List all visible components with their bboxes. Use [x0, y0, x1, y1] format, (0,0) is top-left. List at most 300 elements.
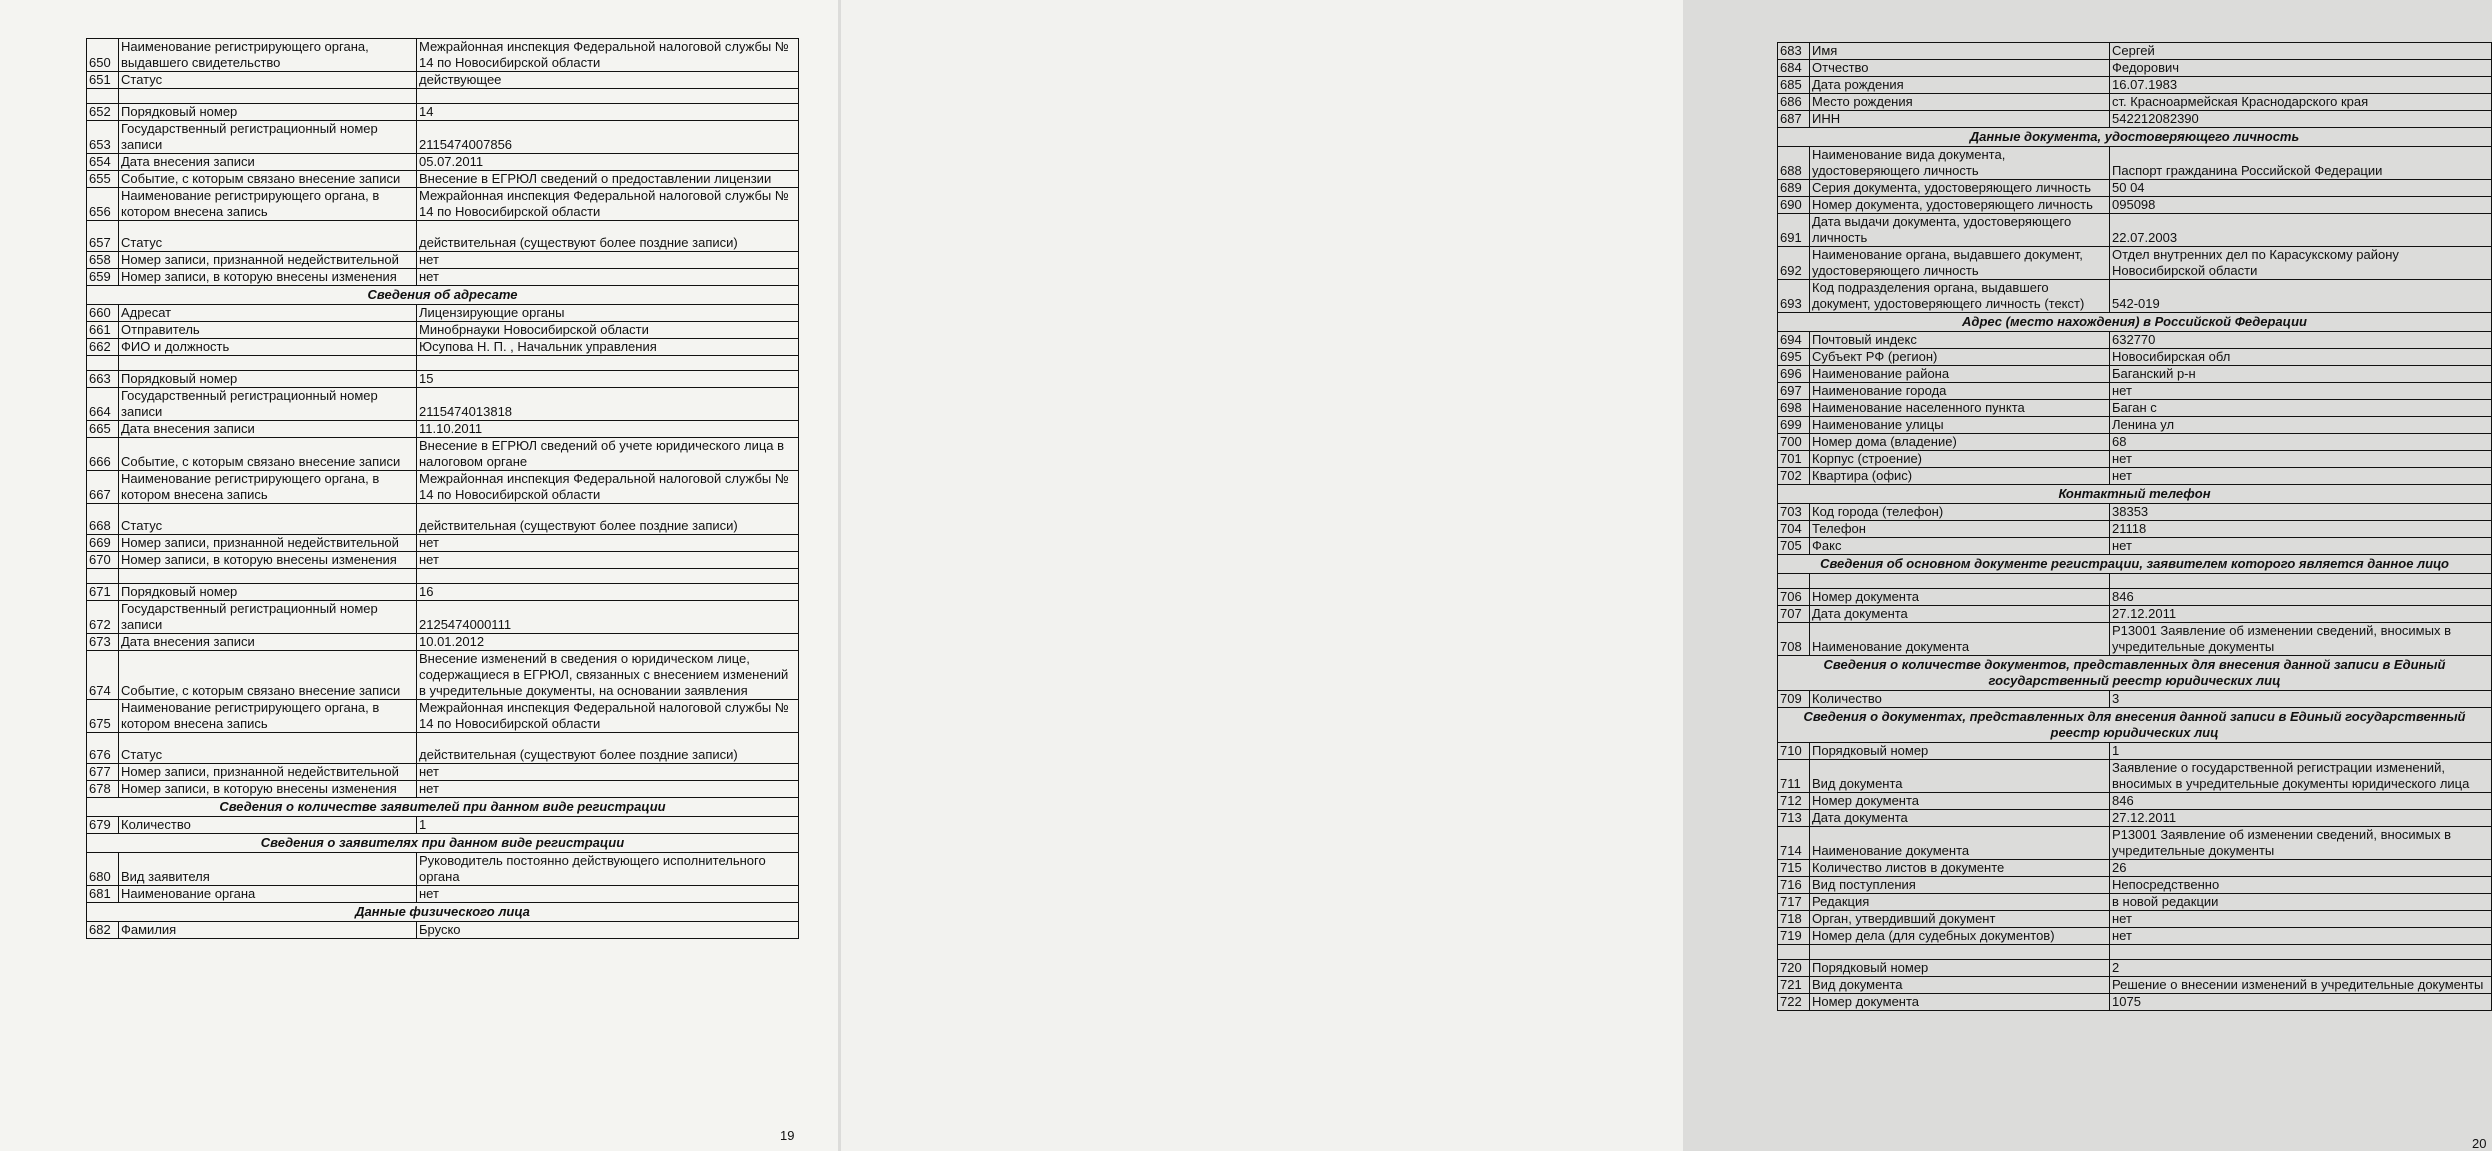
page-number: 20 [2472, 1136, 2487, 1151]
field-label: Статус [119, 221, 417, 252]
field-label: Квартира (офис) [1810, 468, 2110, 485]
field-value: Непосредственно [2110, 877, 2492, 894]
table-row [87, 584, 799, 601]
spacer-cell [87, 356, 119, 371]
field-label: Номер документа, удостоверяющего личность [1810, 197, 2110, 214]
field-label: Номер записи, признанной недействительной [119, 252, 417, 269]
field-value: 27.12.2011 [2110, 606, 2492, 623]
field-label: Вид заявителя [119, 853, 417, 886]
table-row [1778, 366, 2492, 383]
field-value: 16.07.1983 [2110, 77, 2492, 94]
row-number: 675 [87, 700, 119, 733]
section-header-row [1778, 128, 2492, 147]
table-row [1778, 147, 2492, 180]
row-number: 678 [87, 781, 119, 798]
field-value: Минобрнауки Новосибирской области [417, 322, 799, 339]
row-number: 684 [1778, 60, 1810, 77]
table-row [87, 388, 799, 421]
field-label: Порядковый номер [119, 584, 417, 601]
table-row [87, 733, 799, 764]
row-number: 692 [1778, 247, 1810, 280]
page-left [0, 0, 838, 1151]
table-row [1778, 623, 2492, 656]
table-row [1778, 451, 2492, 468]
table-row [87, 39, 799, 72]
field-label: Номер документа [1810, 589, 2110, 606]
field-value: 22.07.2003 [2110, 214, 2492, 247]
table-row [87, 72, 799, 89]
field-label: Корпус (строение) [1810, 451, 2110, 468]
spacer-cell [87, 569, 119, 584]
table-row [87, 471, 799, 504]
field-value: нет [417, 535, 799, 552]
table-row [87, 781, 799, 798]
field-value: 14 [417, 104, 799, 121]
table-row [1778, 383, 2492, 400]
table-row [87, 504, 799, 535]
field-label: Государственный регистрационный номер записи [119, 388, 417, 421]
field-value: Руководитель постоянно действующего исполнительного органа [417, 853, 799, 886]
field-value: 2 [2110, 960, 2492, 977]
table-row [1778, 911, 2492, 928]
field-value: 2115474013818 [417, 388, 799, 421]
table-row [87, 121, 799, 154]
row-number: 671 [87, 584, 119, 601]
field-value: Межрайонная инспекция Федеральной налоговой службы № 14 по Новосибирской области [417, 188, 799, 221]
row-number: 714 [1778, 827, 1810, 860]
table-row [1778, 760, 2492, 793]
table-row [87, 535, 799, 552]
table-row [87, 700, 799, 733]
section-header-row [1778, 313, 2492, 332]
row-number: 707 [1778, 606, 1810, 623]
table-row [1778, 504, 2492, 521]
field-label: Дата выдачи документа, удостоверяющего личность [1810, 214, 2110, 247]
field-value: Внесение в ЕГРЮЛ сведений о предоставлении лицензии [417, 171, 799, 188]
table-row [87, 438, 799, 471]
field-value: Новосибирская обл [2110, 349, 2492, 366]
row-number: 717 [1778, 894, 1810, 911]
row-number: 721 [1778, 977, 1810, 994]
field-label: Номер дома (владение) [1810, 434, 2110, 451]
field-value: нет [417, 886, 799, 903]
field-label: Адресат [119, 305, 417, 322]
field-label: Наименование органа [119, 886, 417, 903]
table-row [1778, 793, 2492, 810]
field-label: Вид документа [1810, 760, 2110, 793]
row-number: 688 [1778, 147, 1810, 180]
field-value: нет [417, 781, 799, 798]
row-number: 683 [1778, 43, 1810, 60]
table-row [87, 601, 799, 634]
field-value: нет [2110, 451, 2492, 468]
row-number: 690 [1778, 197, 1810, 214]
table-row [1778, 860, 2492, 877]
field-label: Событие, с которым связано внесение записи [119, 651, 417, 700]
section-header-row [87, 798, 799, 817]
field-value: нет [417, 252, 799, 269]
row-number: 672 [87, 601, 119, 634]
row-number: 664 [87, 388, 119, 421]
field-label: Номер дела (для судебных документов) [1810, 928, 2110, 945]
row-number: 680 [87, 853, 119, 886]
row-number: 715 [1778, 860, 1810, 877]
row-number: 663 [87, 371, 119, 388]
table-row [87, 154, 799, 171]
row-number: 652 [87, 104, 119, 121]
section-header-row [87, 903, 799, 922]
table-row [87, 922, 799, 939]
table-row [1778, 332, 2492, 349]
field-label: Наименование улицы [1810, 417, 2110, 434]
field-label: Номер документа [1810, 994, 2110, 1011]
field-label: Имя [1810, 43, 2110, 60]
field-label: Наименование регистрирующего органа, в котором внесена запись [119, 700, 417, 733]
row-number: 673 [87, 634, 119, 651]
field-value: Внесение в ЕГРЮЛ сведений об учете юридического лица в налоговом органе [417, 438, 799, 471]
field-value: Федорович [2110, 60, 2492, 77]
field-value: 542-019 [2110, 280, 2492, 313]
field-label: Государственный регистрационный номер записи [119, 121, 417, 154]
field-value: Ленина ул [2110, 417, 2492, 434]
field-value: 50 04 [2110, 180, 2492, 197]
table-row [87, 552, 799, 569]
row-number: 661 [87, 322, 119, 339]
field-value: действительная (существуют более поздние записи) [417, 733, 799, 764]
field-value: Юсупова Н. П. , Начальник управления [417, 339, 799, 356]
spacer-cell [1778, 574, 1810, 589]
field-label: Номер записи, в которую внесены изменения [119, 552, 417, 569]
field-value: 2115474007856 [417, 121, 799, 154]
field-value: Заявление о государственной регистрации изменений, вносимых в учредительные документы юридического лица [2110, 760, 2492, 793]
row-number: 703 [1778, 504, 1810, 521]
row-number: 689 [1778, 180, 1810, 197]
table-row [1778, 691, 2492, 708]
field-label: Номер записи, в которую внесены изменения [119, 269, 417, 286]
section-title: Сведения о количестве документов, представленных для внесения данной записи в Единый государственный реестр юридических лиц [1778, 656, 2492, 691]
section-header-row [1778, 555, 2492, 574]
field-label: Дата рождения [1810, 77, 2110, 94]
field-value: нет [417, 764, 799, 781]
spacer-cell [2110, 574, 2492, 589]
row-number: 654 [87, 154, 119, 171]
field-label: Дата внесения записи [119, 634, 417, 651]
row-number: 701 [1778, 451, 1810, 468]
field-label: Количество [119, 817, 417, 834]
field-value: Лицензирующие органы [417, 305, 799, 322]
row-number: 679 [87, 817, 119, 834]
section-header-row [1778, 485, 2492, 504]
field-label: Номер записи, признанной недействительной [119, 535, 417, 552]
field-value: Бруско [417, 922, 799, 939]
field-label: Статус [119, 504, 417, 535]
section-title: Контактный телефон [1778, 485, 2492, 504]
spacer-cell [417, 569, 799, 584]
field-label: Номер записи, признанной недействительной [119, 764, 417, 781]
row-number: 676 [87, 733, 119, 764]
table-row [87, 634, 799, 651]
field-label: Порядковый номер [1810, 960, 2110, 977]
row-number: 655 [87, 171, 119, 188]
field-value: Межрайонная инспекция Федеральной налоговой службы № 14 по Новосибирской области [417, 700, 799, 733]
table-row [1778, 977, 2492, 994]
field-value: Баганский р-н [2110, 366, 2492, 383]
row-number: 656 [87, 188, 119, 221]
row-number: 660 [87, 305, 119, 322]
field-label: Дата документа [1810, 810, 2110, 827]
table-row [1778, 521, 2492, 538]
field-label: Событие, с которым связано внесение записи [119, 171, 417, 188]
row-number: 710 [1778, 743, 1810, 760]
spacer-row [87, 569, 799, 584]
row-number: 705 [1778, 538, 1810, 555]
row-number: 668 [87, 504, 119, 535]
row-number: 700 [1778, 434, 1810, 451]
table-row [1778, 810, 2492, 827]
spacer-cell [1810, 574, 2110, 589]
field-value: действительная (существуют более поздние записи) [417, 504, 799, 535]
field-value: 27.12.2011 [2110, 810, 2492, 827]
field-label: Телефон [1810, 521, 2110, 538]
table-row [87, 269, 799, 286]
section-title: Сведения о документах, представленных для внесения данной записи в Единый государственный реестр юридических лиц [1778, 708, 2492, 743]
row-number: 716 [1778, 877, 1810, 894]
field-label: Вид поступления [1810, 877, 2110, 894]
field-label: Государственный регистрационный номер записи [119, 601, 417, 634]
row-number: 677 [87, 764, 119, 781]
table-row [87, 252, 799, 269]
field-label: Наименование документа [1810, 827, 2110, 860]
page-number: 19 [780, 1128, 795, 1143]
table-row [87, 764, 799, 781]
table-row [1778, 434, 2492, 451]
table-row [1778, 538, 2492, 555]
field-value: 10.01.2012 [417, 634, 799, 651]
section-title: Данные документа, удостоверяющего личность [1778, 128, 2492, 147]
table-row [1778, 417, 2492, 434]
field-label: Наименование регистрирующего органа, в котором внесена запись [119, 188, 417, 221]
row-number: 698 [1778, 400, 1810, 417]
field-label: Порядковый номер [1810, 743, 2110, 760]
table-row [87, 339, 799, 356]
table-row [87, 817, 799, 834]
table-row [87, 305, 799, 322]
row-number: 693 [1778, 280, 1810, 313]
row-number: 706 [1778, 589, 1810, 606]
field-label: Событие, с которым связано внесение записи [119, 438, 417, 471]
field-value: 16 [417, 584, 799, 601]
row-number: 704 [1778, 521, 1810, 538]
field-value: Отдел внутренних дел по Карасукскому району Новосибирской области [2110, 247, 2492, 280]
row-number: 718 [1778, 911, 1810, 928]
field-label: ИНН [1810, 111, 2110, 128]
field-value: нет [2110, 928, 2492, 945]
table-row [1778, 280, 2492, 313]
table-row [1778, 214, 2492, 247]
field-value: 68 [2110, 434, 2492, 451]
field-value: 15 [417, 371, 799, 388]
field-value: нет [417, 269, 799, 286]
spacer-cell [119, 89, 417, 104]
field-label: Количество [1810, 691, 2110, 708]
field-value: 1 [2110, 743, 2492, 760]
row-number: 670 [87, 552, 119, 569]
table-row [1778, 111, 2492, 128]
field-value: 05.07.2011 [417, 154, 799, 171]
spacer-row [1778, 574, 2492, 589]
spacer-row [87, 89, 799, 104]
table-row [1778, 43, 2492, 60]
table-row [1778, 180, 2492, 197]
field-value: 846 [2110, 793, 2492, 810]
section-header-row [1778, 708, 2492, 743]
table-row [87, 886, 799, 903]
spacer-row [87, 356, 799, 371]
field-label: Отправитель [119, 322, 417, 339]
field-label: Редакция [1810, 894, 2110, 911]
field-value: 846 [2110, 589, 2492, 606]
table-row [87, 853, 799, 886]
field-value: 21118 [2110, 521, 2492, 538]
table-row [1778, 197, 2492, 214]
field-label: Наименование населенного пункта [1810, 400, 2110, 417]
field-label: Наименование города [1810, 383, 2110, 400]
section-title: Сведения о заявителях при данном виде регистрации [87, 834, 799, 853]
field-label: Дата документа [1810, 606, 2110, 623]
section-title: Сведения об основном документе регистрации, заявителем которого является данное лицо [1778, 555, 2492, 574]
row-number: 722 [1778, 994, 1810, 1011]
field-value: нет [417, 552, 799, 569]
row-number: 674 [87, 651, 119, 700]
field-value: 1 [417, 817, 799, 834]
spacer-cell [119, 569, 417, 584]
table-row [1778, 827, 2492, 860]
table-row [1778, 894, 2492, 911]
section-title: Данные физического лица [87, 903, 799, 922]
row-number: 694 [1778, 332, 1810, 349]
row-number: 708 [1778, 623, 1810, 656]
section-header-row [1778, 656, 2492, 691]
row-number: 669 [87, 535, 119, 552]
table-row [87, 651, 799, 700]
field-value: Межрайонная инспекция Федеральной налоговой службы № 14 по Новосибирской области [417, 471, 799, 504]
spacer-cell [417, 356, 799, 371]
field-label: Номер документа [1810, 793, 2110, 810]
row-number: 667 [87, 471, 119, 504]
field-label: Наименование регистрирующего органа, выдавшего свидетельство [119, 39, 417, 72]
spacer-row [1778, 945, 2492, 960]
field-value: 1075 [2110, 994, 2492, 1011]
row-number: 681 [87, 886, 119, 903]
field-value: в новой редакции [2110, 894, 2492, 911]
row-number: 666 [87, 438, 119, 471]
table-row [1778, 606, 2492, 623]
row-number: 702 [1778, 468, 1810, 485]
row-number: 719 [1778, 928, 1810, 945]
spacer-cell [119, 356, 417, 371]
field-value: Р13001 Заявление об изменении сведений, вносимых в учредительные документы [2110, 623, 2492, 656]
field-label: Код подразделения органа, выдавшего документ, удостоверяющего личность (текст) [1810, 280, 2110, 313]
spacer-cell [1778, 945, 1810, 960]
row-number: 691 [1778, 214, 1810, 247]
field-label: Место рождения [1810, 94, 2110, 111]
field-label: Факс [1810, 538, 2110, 555]
row-number: 699 [1778, 417, 1810, 434]
table-row [87, 104, 799, 121]
row-number: 713 [1778, 810, 1810, 827]
field-value: нет [2110, 538, 2492, 555]
table-row [1778, 743, 2492, 760]
row-number: 711 [1778, 760, 1810, 793]
field-value: 11.10.2011 [417, 421, 799, 438]
table-row [87, 221, 799, 252]
table-row [87, 188, 799, 221]
table-row [1778, 400, 2492, 417]
field-label: Дата внесения записи [119, 154, 417, 171]
field-value: действительная (существуют более поздние записи) [417, 221, 799, 252]
table-row [1778, 877, 2492, 894]
row-number: 662 [87, 339, 119, 356]
field-label: Субъект РФ (регион) [1810, 349, 2110, 366]
row-number: 709 [1778, 691, 1810, 708]
row-number: 659 [87, 269, 119, 286]
table-row [1778, 94, 2492, 111]
field-label: Дата внесения записи [119, 421, 417, 438]
field-label: Отчество [1810, 60, 2110, 77]
field-label: Наименование района [1810, 366, 2110, 383]
table-row [87, 421, 799, 438]
field-label: Наименование вида документа, удостоверяющего личность [1810, 147, 2110, 180]
row-number: 650 [87, 39, 119, 72]
field-value: нет [2110, 468, 2492, 485]
row-number: 695 [1778, 349, 1810, 366]
field-label: Вид документа [1810, 977, 2110, 994]
row-number: 685 [1778, 77, 1810, 94]
field-value: 095098 [2110, 197, 2492, 214]
table-row [87, 322, 799, 339]
field-label: Статус [119, 733, 417, 764]
row-number: 686 [1778, 94, 1810, 111]
field-value: 38353 [2110, 504, 2492, 521]
table-row [1778, 60, 2492, 77]
table-row [1778, 349, 2492, 366]
section-header-row [87, 286, 799, 305]
field-label: Порядковый номер [119, 371, 417, 388]
table-row [1778, 960, 2492, 977]
row-number: 687 [1778, 111, 1810, 128]
field-value: нет [2110, 383, 2492, 400]
field-label: Фамилия [119, 922, 417, 939]
table-row [1778, 994, 2492, 1011]
field-value: 542212082390 [2110, 111, 2492, 128]
field-value: Сергей [2110, 43, 2492, 60]
page-right [841, 0, 2487, 1151]
table-row [87, 371, 799, 388]
field-label: Почтовый индекс [1810, 332, 2110, 349]
row-number: 651 [87, 72, 119, 89]
field-value: Баган с [2110, 400, 2492, 417]
row-number: 682 [87, 922, 119, 939]
row-number: 696 [1778, 366, 1810, 383]
field-value: действующее [417, 72, 799, 89]
row-number: 697 [1778, 383, 1810, 400]
field-value: Внесение изменений в сведения о юридическом лице, содержащиеся в ЕГРЮЛ, связанных с внесением изменений в учредительные документы, на основании заявления [417, 651, 799, 700]
field-value: 26 [2110, 860, 2492, 877]
row-number: 712 [1778, 793, 1810, 810]
field-label: Серия документа, удостоверяющего личность [1810, 180, 2110, 197]
spacer-cell [2110, 945, 2492, 960]
field-label: Наименование органа, выдавшего документ, удостоверяющего личность [1810, 247, 2110, 280]
